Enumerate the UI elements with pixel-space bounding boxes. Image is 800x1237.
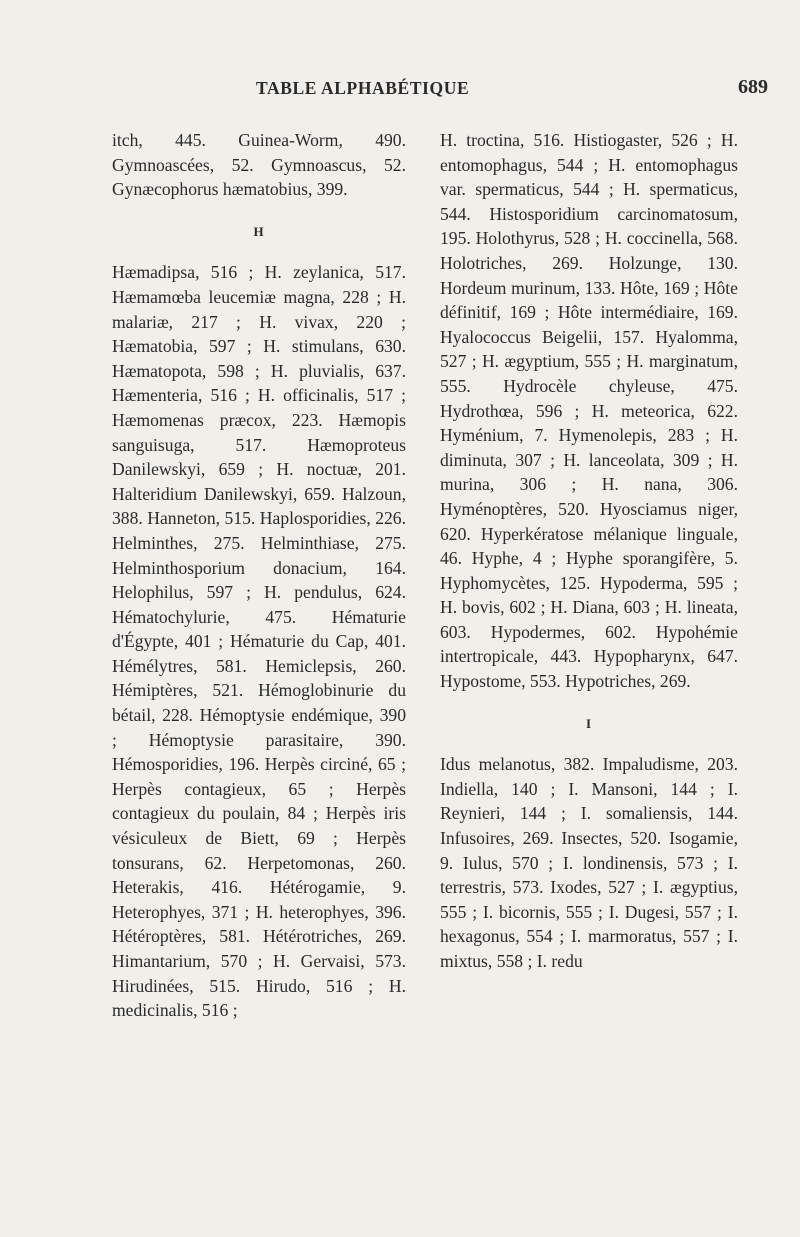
left-column — [112, 128, 406, 1023]
page-number: 689 — [738, 76, 768, 98]
right-column — [440, 128, 738, 974]
page-header — [0, 76, 800, 106]
index-entries-i: Idus melanotus, 382. Impaludisme, 203. Indiella, 140 ; I. Mansoni, 144 ; I. Reynieri, 144 ; I. somaliensis, 144. Infusoires, 269. Insectes, 520. Isogamie, 9. Iulus, 570 ; I. londinensis, 573 ; I. terrestris, 573. Ixodes, 527 ; I. ægyptius, 555 ; I. bicornis, 555 ; I. Dugesi, 557 ; I. hexagonus, 554 ; I. marmoratus, 557 ; I. mixtus, 558 ; I. redu — [440, 754, 738, 971]
index-entries-h-continued: H. troctina, 516. Histiogaster, 526 ; H. entomophagus, 544 ; H. entomophagus var. spermaticus, 544 ; H. spermaticus, 544. Histosporidium carcinomatosum, 195. Holothyrus, 528 ; H. coccinella, 568. Holotriches, 269. Holzunge, 130. Hordeum murinum, 133. Hôte, 169 ; Hôte définitif, 169 ; Hôte intermédiaire, 169. Hyalococcus Beigelii, 157. Hyalomma, 527 ; H. ægyptium, 555 ; H. marginatum, 555. Hydrocèle chyleuse, 475. Hydrothœa, 596 ; H. meteorica, 622. Hyménium, 7. Hymenolepis, 283 ; H. diminuta, 307 ; H. lanceolata, 309 ; H. murina, 306 ; H. nana, 306. Hyménoptères, 520. Hyosciamus niger, 620. Hyperkératose mélanique linguale, 46. Hyphe, 4 ; Hyphe sporangifère, 5. Hyphomycètes, 125. Hypoderma, 595 ; H. bovis, 602 ; H. Diana, 603 ; H. lineata, 603. Hypodermes, 602. Hypohémie intertropicale, 443. Hypopharynx, 647. Hypostome, 553. Hypotriches, 269. — [440, 130, 738, 692]
section-heading-i: I — [585, 715, 593, 731]
index-entries-g: itch, 445. Guinea-Worm, 490. Gymnoascées, 52. Gymnoascus, 52. Gynæcophorus hæmatobius, 399. — [112, 130, 406, 200]
index-entries-h: Hæmadipsa, 516 ; H. zeylanica, 517. Hæmamœba leucemiæ magna, 228 ; H. malariæ, 217 ; H. vivax, 220 ; Hæmatobia, 597 ; H. stimulans, 630. Hæmatopota, 598 ; H. pluvialis, 637. Hæmenteria, 516 ; H. officinalis, 517 ; Hæmomenas præcox, 223. Hæmopis sanguisuga, 517. Hæmoproteus Danilewskyi, 659 ; H. noctuæ, 201. Halteridium Danilewskyi, 659. Halzoun, 388. Hanneton, 515. Haplosporidies, 226. Helminthes, 275. Helminthiase, 275. Helminthosporium donacium, 164. Helophilus, 597 ; H. pendulus, 624. Hématochylurie, 475. Hématurie d'Égypte, 401 ; Hématurie du Cap, 401. Hémélytres, 581. Hemiclepsis, 260. Hémiptères, 521. Hémoglobinurie du bétail, 228. Hémoptysie endémique, 390 ; Hémoptysie parasitaire, 390. Hémosporidies, 196. Herpès circiné, 65 ; Herpès contagieux, 65 ; Herpès contagieux du poulain, 84 ; Herpès iris vésiculeux de Biett, 69 ; Herpès tonsurans, 62. Herpetomonas, 260. Heterakis, 416. Hétérogamie, 9. Heterophyes, 371 ; H. heterophyes, 396. Hétéroptères, 581. Hétérotriches, 269. Himantarium, 570 ; H. Gervaisi, 573. Hirudinées, 515. Hirudo, 516 ; H. medicinalis, 516 ; — [112, 262, 406, 1021]
section-heading-h: H — [253, 223, 265, 239]
running-title: TABLE ALPHABÉTIQUE — [256, 78, 470, 98]
